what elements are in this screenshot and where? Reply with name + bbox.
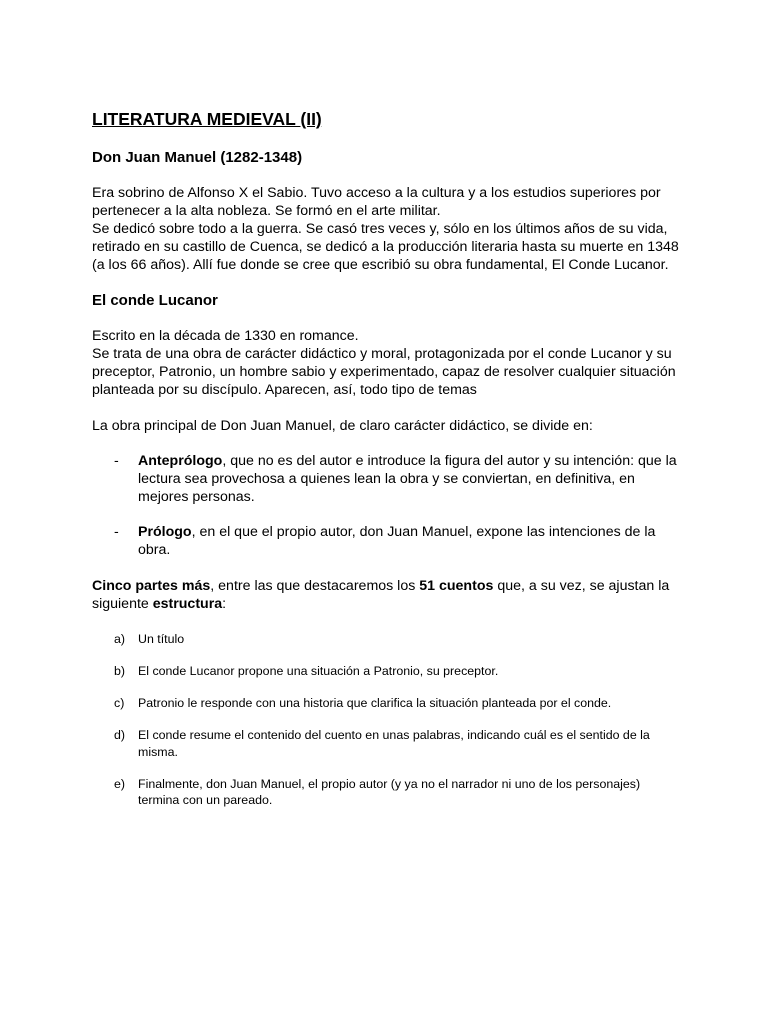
paragraph-lucanor-1: Escrito en la década de 1330 en romance. [92, 328, 359, 344]
list-item-text: Patronio le responde con una historia que clarifica la situación planteada por el conde. [138, 696, 612, 710]
paragraph-division-intro: La obra principal de Don Juan Manuel, de claro carácter didáctico, se divide en: [92, 418, 593, 434]
list-item [92, 727, 684, 760]
list-item [92, 631, 684, 648]
document-page [92, 108, 684, 809]
list-marker: d) [114, 728, 126, 742]
list-item-text: , que no es del autor e introduce la figura del autor y su intención: que la lectura sea provechosa a quienes lean la obra y se conviertan, en definitiva, en mejores personas. [138, 453, 677, 505]
list-item-text: Un título [138, 632, 185, 646]
list-item-text: El conde Lucanor propone una situación a Patronio, su preceptor. [138, 664, 499, 678]
paragraph-biography-1: Era sobrino de Alfonso X el Sabio. Tuvo acceso a la cultura y a los estudios superiores por pertenecer a la alta nobleza. Se formó en el arte militar. [92, 185, 661, 219]
list-item [92, 452, 684, 506]
term-prologo: Prólogo [138, 524, 192, 540]
paragraph-cinco-partes: Cinco partes más, entre las que destacaremos los 51 cuentos que, a su vez, se ajustan la siguiente estructura: [92, 578, 670, 612]
list-marker: - [114, 453, 119, 469]
list-item [92, 695, 684, 712]
section-heading-conde-lucanor: El conde Lucanor [92, 292, 218, 309]
alpha-list [92, 631, 684, 809]
list-item [92, 663, 684, 680]
list-item-text: El conde resume el contenido del cuento en unas palabras, indicando cuál es el sentido de la misma. [138, 728, 650, 759]
list-marker: c) [114, 696, 125, 710]
paragraph-biography-2: Se dedicó sobre todo a la guerra. Se casó tres veces y, sólo en los últimos años de su vida, retirado en su castillo de Cuenca, se dedicó a la producción literaria hasta su muerte en 1348 (a los 66 años). Allí fue donde se cree que escribió su obra fundamental, El Conde Lucanor. [92, 221, 679, 273]
term-estructura: estructura [152, 596, 223, 612]
term-cinco-partes: Cinco partes más [92, 578, 211, 594]
term-anteprologo: Anteprólogo [138, 453, 223, 469]
list-marker: e) [114, 776, 126, 791]
list-item-text: , en el que el propio autor, don Juan Manuel, expone las intenciones de la obra. [138, 524, 656, 558]
list-marker: - [114, 524, 119, 540]
dash-list [92, 452, 684, 559]
term-51-cuentos: 51 cuentos [419, 578, 494, 594]
list-marker: b) [114, 664, 126, 678]
section-heading-don-juan-manuel: Don Juan Manuel (1282-1348) [92, 149, 303, 166]
paragraph-lucanor-2: Se trata de una obra de carácter didáctico y moral, protagonizada por el conde Lucanor y su preceptor, Patronio, un hombre sabio y experimentado, capaz de resolver cualquier situación planteada por su discípulo. Aparecen, así, todo tipo de temas [92, 346, 676, 398]
list-item-text: Finalmente, don Juan Manuel, el propio autor (y ya no el narrador ni uno de los personajes) termina con un pareado. [138, 776, 641, 807]
list-marker: a) [114, 632, 126, 646]
document-title: LITERATURA MEDIEVAL (II) [92, 109, 322, 129]
list-item [92, 776, 684, 809]
list-item [92, 523, 684, 559]
